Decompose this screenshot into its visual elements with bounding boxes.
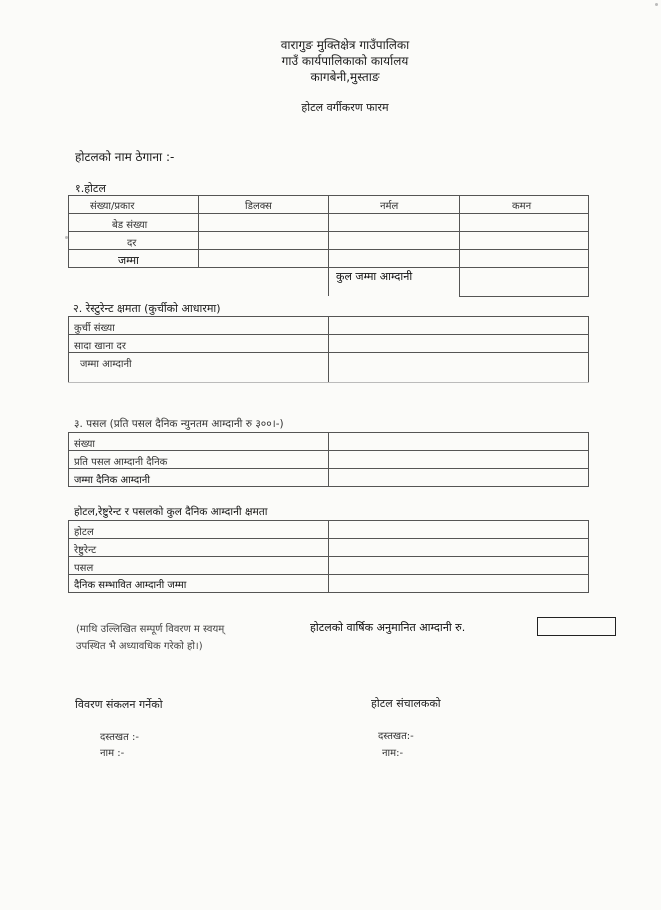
row-grand-total: दैनिक सम्भावित आम्दानी जम्मा <box>74 580 187 591</box>
form-title: होटल वर्गीकरण फारम <box>301 101 389 114</box>
section-restaurant-title: २. रेस्टुरेन्ट क्षमता (कुर्चीको आधारमा) <box>73 302 221 315</box>
office-location: कागबेनी,मुस्ताङ <box>310 70 380 84</box>
row-per-shop-income: प्रति पसल आम्दानी दैनिक <box>74 457 168 468</box>
row-daily-total: जम्मा दैनिक आम्दानी <box>74 475 150 486</box>
declaration-line-2: उपस्थित भै अध्यावधिक गरेको हो।) <box>76 641 203 652</box>
operator-title: होटल संचालकको <box>371 697 441 710</box>
declaration-line-1: (माथि उल्लिखित सम्पूर्ण विवरण म स्वयम् <box>76 624 225 635</box>
section-combined-title: होटल,रेष्टुरेन्ट र पसलको कुल दैनिक आम्दानी क्षमता <box>74 506 268 518</box>
row-total-income: जम्मा आम्दानी <box>80 359 132 370</box>
row-shop-count: संख्या <box>74 439 95 450</box>
municipality-name: वारागुङ मुक्तिक्षेत्र गाउँपालिका <box>280 38 410 52</box>
section-hotel-title: १.होटल <box>75 182 106 195</box>
row-bed-count: बेड संख्या <box>112 220 148 231</box>
hotel-name-label: होटलको नाम ठेगाना :- <box>75 150 175 164</box>
operator-name-label: नाम:- <box>382 748 404 759</box>
scan-mark <box>655 3 658 6</box>
compiler-signature-label: दस्तखत :- <box>100 732 139 743</box>
row-shop: पसल <box>74 563 94 574</box>
total-income-label: कुल जम्मा आम्दानी <box>336 270 413 283</box>
row-meal-rate: सादा खाना दर <box>74 341 126 352</box>
section-shop-title: ३. पसल (प्रति पसल दैनिक न्युनतम आम्दानी रु ३००।-) <box>74 418 284 430</box>
col-header-common: कमन <box>512 201 532 212</box>
row-rate: दर <box>127 238 137 249</box>
row-total: जम्मा <box>118 254 139 267</box>
compiler-name-label: नाम :- <box>100 748 125 759</box>
row-hotel: होटल <box>74 527 94 538</box>
row-chair-count: कुर्ची संख्या <box>74 323 115 334</box>
operator-signature-label: दस्तखत:- <box>378 731 414 742</box>
office-name: गाउँ कार्यपालिकाको कार्यालय <box>281 54 409 68</box>
col-header-normal: नर्मल <box>380 201 399 212</box>
col-header-deluxe: डिलक्स <box>245 201 272 212</box>
annual-income-label: होटलको वार्षिक अनुमानित आम्दानी रु. <box>310 621 466 634</box>
row-restaurant: रेष्टुरेन्ट <box>74 545 97 556</box>
annual-income-field[interactable] <box>537 617 616 636</box>
compiler-title: विवरण संकलन गर्नेको <box>75 698 163 711</box>
col-header-type: संख्या/प्रकार <box>90 201 135 212</box>
